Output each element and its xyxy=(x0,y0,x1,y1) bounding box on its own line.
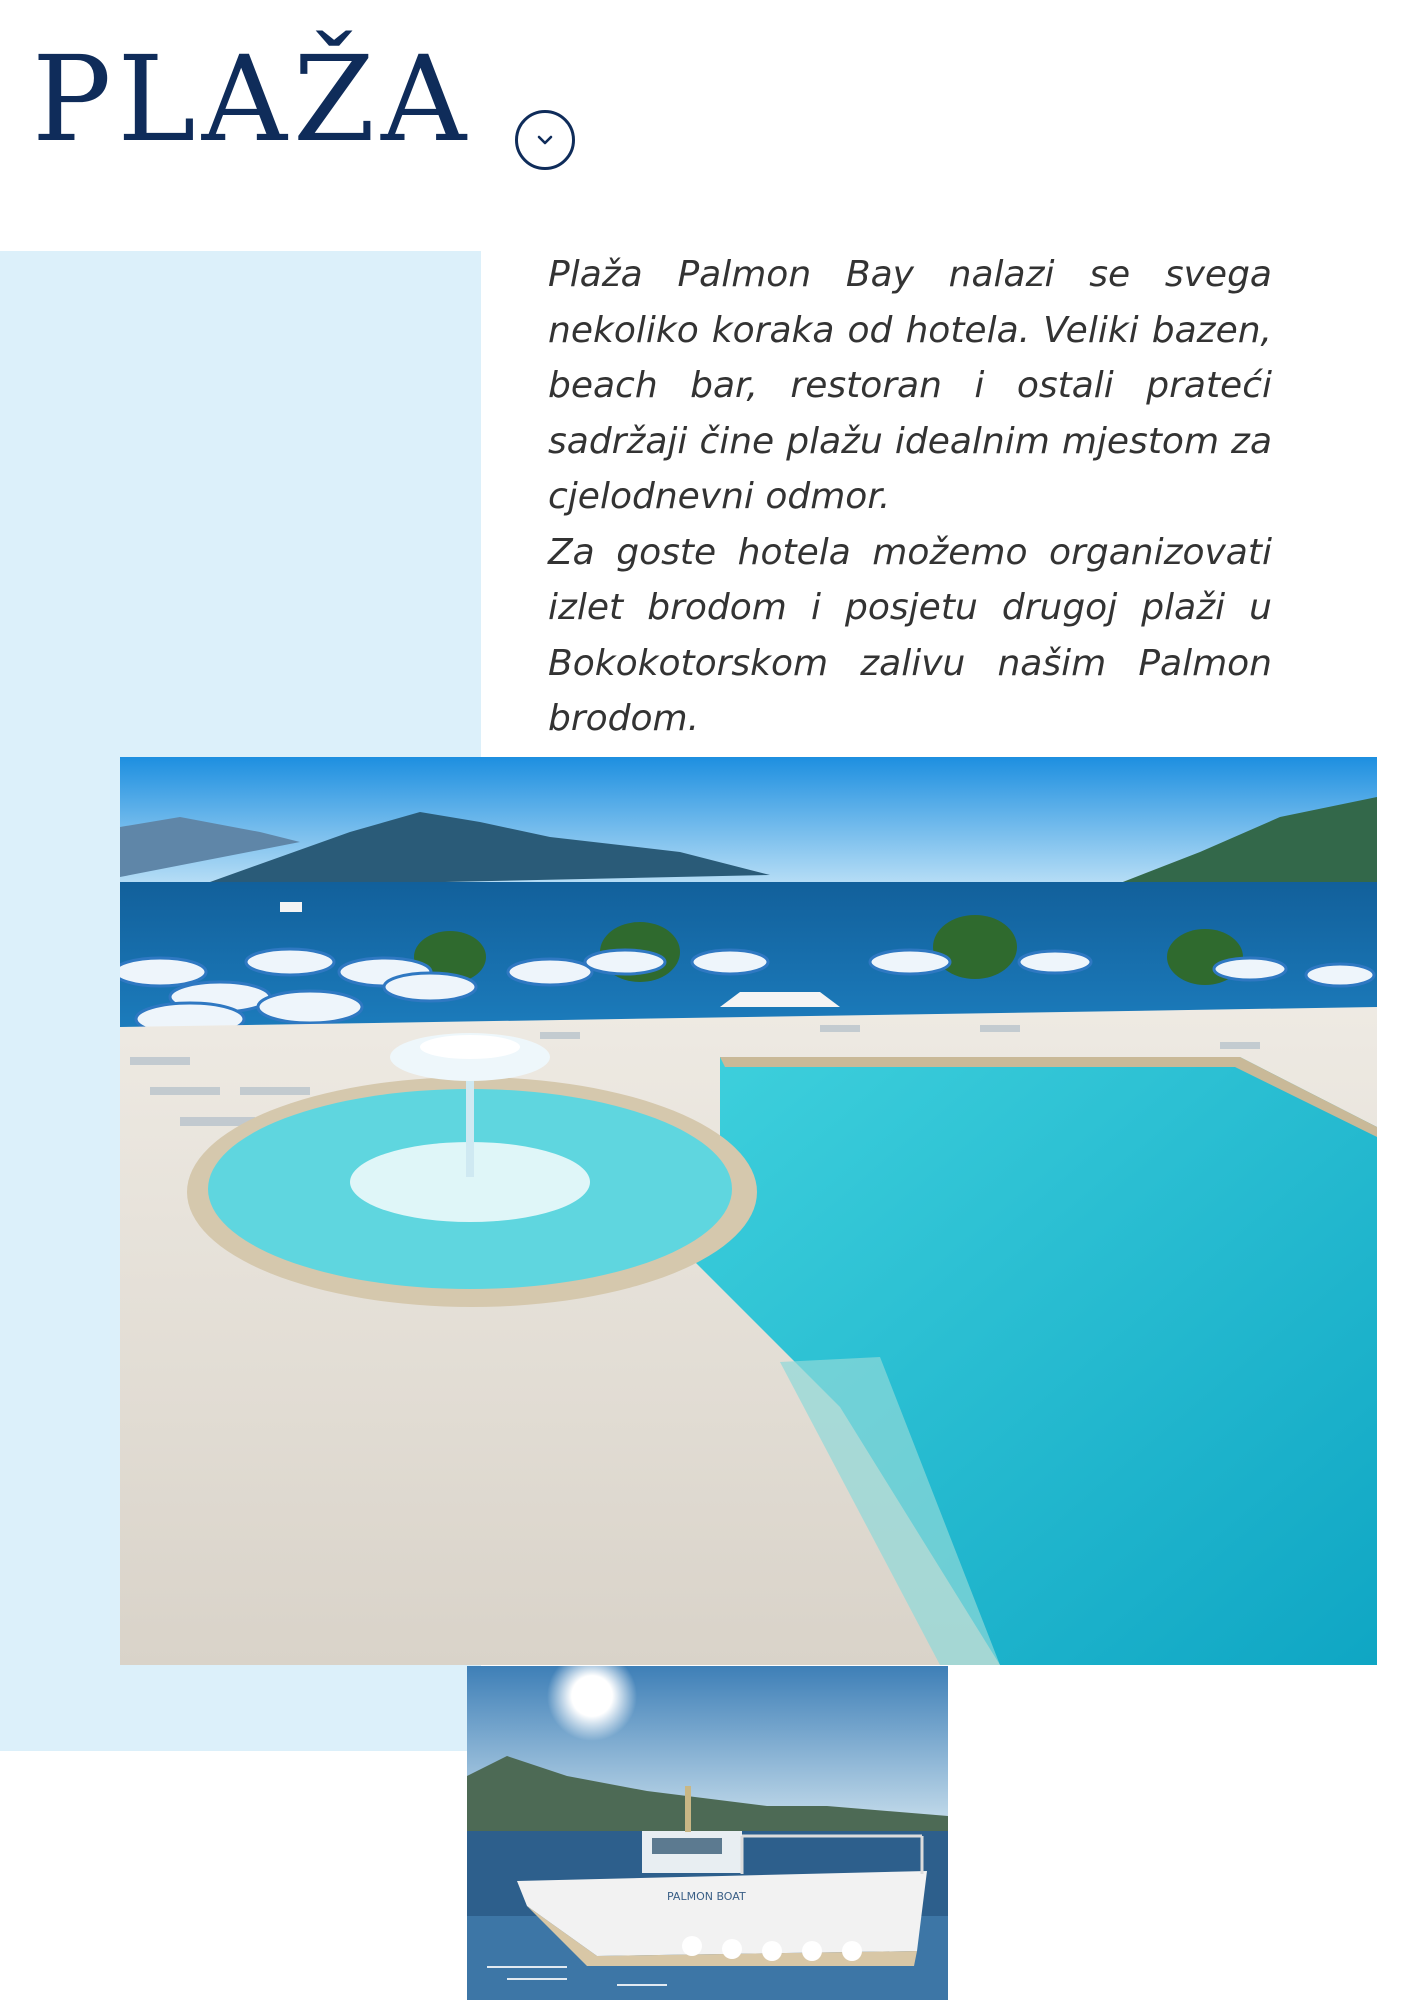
description-paragraph: Plaža Palmon Bay nalazi se svega nekoliko koraka od hotela. Veliki bazen, beach bar, restoran i ostali prateći sadržaji čine plažu idealnim mjestom za cjelodnevni odmor. Za goste hotela možemo organizovati izlet brodom i posjetu drugoj plaži u Bokokotorskom zalivu našim Palmon brodom. xyxy=(548,254,1272,739)
pool-photo xyxy=(120,757,1377,1665)
boat-photo xyxy=(467,1666,948,2000)
expand-button[interactable] xyxy=(515,110,575,170)
description-text xyxy=(548,247,1272,747)
chevron-down-icon xyxy=(533,128,557,152)
boat-name: PALMON BOAT xyxy=(667,1890,746,1903)
page-title: PLAŽA xyxy=(32,30,473,168)
